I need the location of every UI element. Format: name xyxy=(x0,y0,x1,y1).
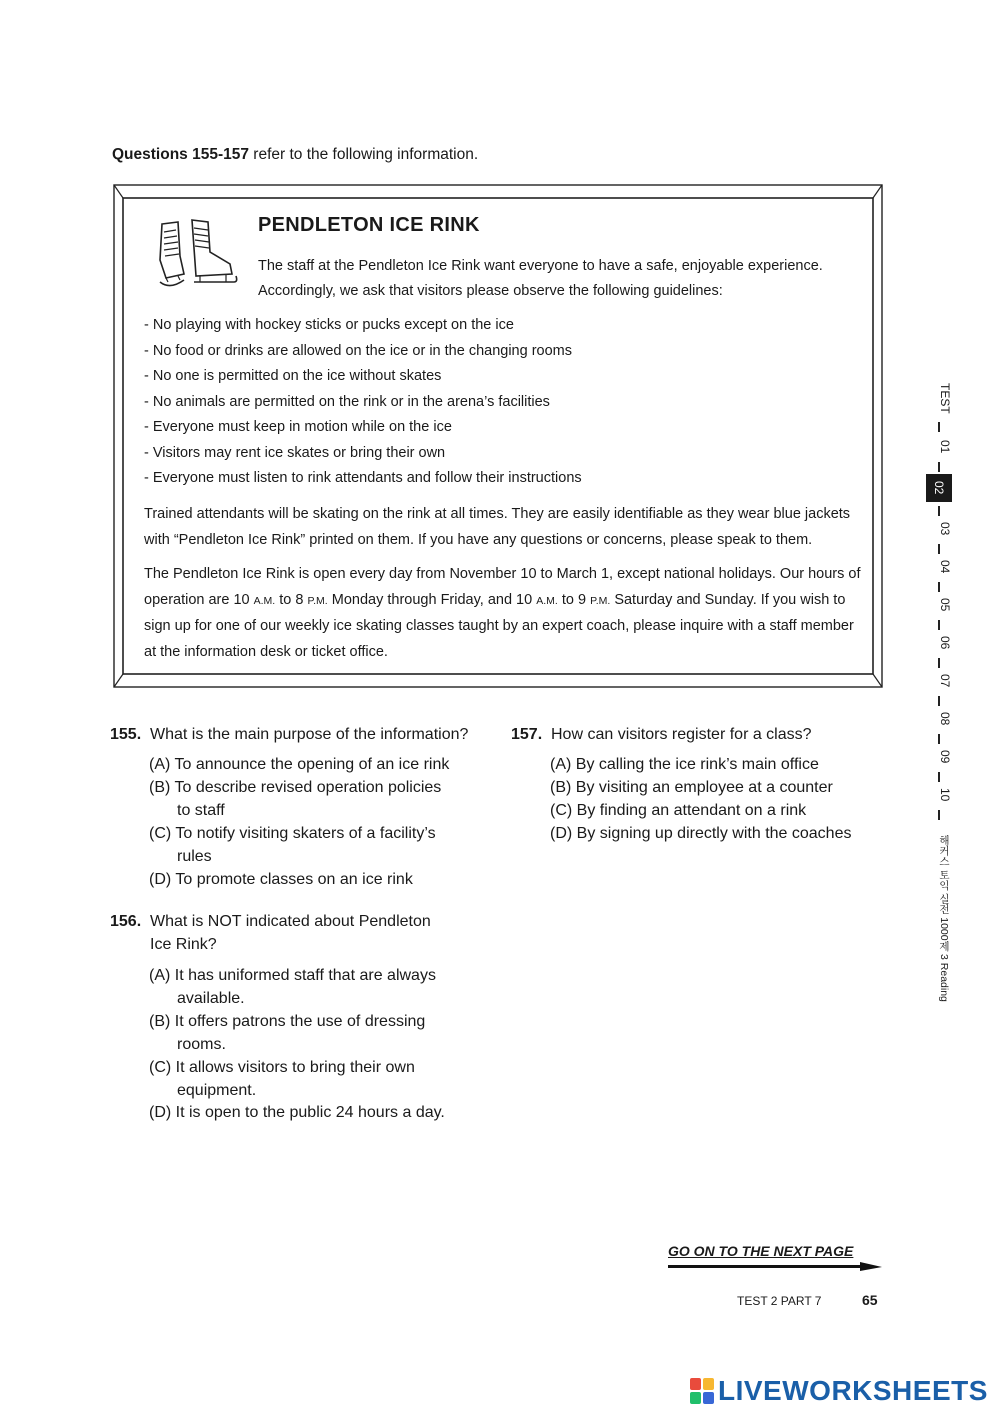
option-text-cont: equipment. xyxy=(177,1082,257,1099)
text-run: operation are 10 xyxy=(144,591,254,608)
logo-blocks-icon xyxy=(690,1378,714,1404)
am-label: A.M. xyxy=(536,594,558,607)
notice-intro-line: Accordingly, we ask that visitors please observe the following guidelines: xyxy=(258,283,723,299)
paragraph-line: sign up for one of our weekly ice skating classes taught by an expert coach, please inquire with a staff member xyxy=(144,618,854,634)
option-text-cont: available. xyxy=(177,990,245,1007)
logo-block xyxy=(703,1392,714,1404)
guidelines-list xyxy=(144,314,582,493)
text-run: to 9 xyxy=(557,591,591,608)
logo-text: LIVEWORKSHEETS xyxy=(718,1375,988,1406)
test-tabs-sidebar xyxy=(926,378,952,1018)
hours-paragraph xyxy=(144,562,864,665)
option-text-cont: to staff xyxy=(177,802,225,819)
guideline-item: - No one is permitted on the ice without skates xyxy=(144,368,442,384)
option-text-cont: rules xyxy=(177,848,212,865)
notice-intro-line: The staff at the Pendleton Ice Rink want everyone to have a safe, enjoyable experience. xyxy=(258,258,823,274)
page-number: 65 xyxy=(862,1292,878,1308)
am-label: A.M. xyxy=(253,594,276,607)
text-run: Monday through Friday, and 10 xyxy=(327,591,537,608)
option-157-d[interactable]: (D) By signing up directly with the coaches xyxy=(550,825,852,842)
notice-title: PENDLETON ICE RINK xyxy=(258,214,480,236)
option-text: (B) To describe revised operation policies xyxy=(149,779,442,796)
guideline-item: - Everyone must keep in motion while on the ice xyxy=(144,419,452,435)
option-text: (C) To notify visiting skaters of a facility’s xyxy=(149,825,436,842)
logo-block xyxy=(690,1392,701,1404)
question-156 xyxy=(110,910,431,956)
option-text-cont: rooms. xyxy=(177,1036,226,1053)
guideline-item: - No food or drinks are allowed on the ice or in the changing rooms xyxy=(144,342,572,359)
option-157-b[interactable]: (B) By visiting an employee at a counter xyxy=(550,779,833,796)
option-156-a[interactable] xyxy=(149,964,436,1010)
arrow-right-icon xyxy=(668,1262,882,1272)
paragraph-line: with “Pendleton Ice Rink” printed on them. If you have any questions or concerns, please speak to them. xyxy=(144,531,813,548)
option-text: (A) It has uniformed staff that are always xyxy=(149,967,436,984)
go-next-page: GO ON TO THE NEXT PAGE xyxy=(668,1243,854,1259)
logo-block xyxy=(690,1378,701,1390)
option-156-c[interactable] xyxy=(149,1056,415,1102)
question-number: 155. xyxy=(110,726,142,743)
test-label: TEST xyxy=(938,382,952,414)
question-text: What is the main purpose of the information? xyxy=(150,726,469,743)
question-number: 157. xyxy=(511,726,543,743)
option-155-d[interactable]: (D) To promote classes on an ice rink xyxy=(149,871,413,888)
ice-skates-icon xyxy=(148,216,240,304)
tab-01[interactable]: 01 xyxy=(938,440,952,454)
option-155-b[interactable] xyxy=(149,776,441,822)
option-155-a[interactable]: (A) To announce the opening of an ice rink xyxy=(149,756,450,773)
tab-03[interactable]: 03 xyxy=(938,522,952,536)
option-155-c[interactable] xyxy=(149,822,436,868)
tab-10[interactable]: 10 xyxy=(938,788,952,802)
option-156-b[interactable] xyxy=(149,1010,425,1056)
logo-block xyxy=(703,1378,714,1390)
tab-09[interactable]: 09 xyxy=(938,750,952,764)
guideline-item: - Everyone must listen to rink attendants and follow their instructions xyxy=(144,470,582,486)
attendants-paragraph xyxy=(144,502,864,553)
pm-label: P.M. xyxy=(307,594,328,607)
question-155 xyxy=(110,723,468,746)
tab-08[interactable]: 08 xyxy=(938,712,952,726)
option-text: (B) It offers patrons the use of dressing xyxy=(149,1013,426,1030)
questions-range: Questions 155-157 xyxy=(112,146,249,163)
question-text: How can visitors register for a class? xyxy=(551,726,812,743)
tab-02[interactable]: 02 xyxy=(926,474,952,502)
question-text-cont: Ice Rink? xyxy=(150,936,217,953)
notice-intro xyxy=(258,254,858,304)
option-157-a[interactable]: (A) By calling the ice rink’s main office xyxy=(550,756,819,773)
tab-07[interactable]: 07 xyxy=(938,674,952,688)
text-run: Saturday and Sunday. If you wish to xyxy=(610,591,846,608)
paragraph-line xyxy=(144,588,864,615)
option-text: (C) It allows visitors to bring their own xyxy=(149,1059,415,1076)
question-157 xyxy=(511,723,812,746)
tab-05[interactable]: 05 xyxy=(938,598,952,612)
tab-04[interactable]: 04 xyxy=(938,560,952,574)
paragraph-line: at the information desk or ticket office. xyxy=(144,643,388,660)
book-title: 해커스 토익 실전 1000제 3 Reading xyxy=(938,834,950,1002)
option-157-c[interactable]: (C) By finding an attendant on a rink xyxy=(550,802,807,819)
guideline-item: - No playing with hockey sticks or pucks except on the ice xyxy=(144,317,514,333)
question-text: What is NOT indicated about Pendleton xyxy=(150,913,431,930)
section-intro xyxy=(112,146,478,164)
pm-label: P.M. xyxy=(590,594,611,607)
guideline-item: - Visitors may rent ice skates or bring their own xyxy=(144,444,446,461)
paragraph-line: Trained attendants will be skating on the rink at all times. They are easily identifiable as they wear blue jackets xyxy=(144,506,851,522)
intro-text: refer to the following information. xyxy=(248,146,479,163)
paragraph-line: The Pendleton Ice Rink is open every day from November 10 to March 1, except national holidays. Our hours of xyxy=(144,566,861,582)
option-156-d[interactable]: (D) It is open to the public 24 hours a day. xyxy=(149,1104,445,1121)
liveworksheets-logo xyxy=(690,1374,988,1408)
footer-test-part: TEST 2 PART 7 xyxy=(737,1294,822,1308)
question-number: 156. xyxy=(110,913,142,930)
text-run: to 8 xyxy=(275,591,308,608)
guideline-item: - No animals are permitted on the rink or in the arena’s facilities xyxy=(144,393,550,410)
tab-06[interactable]: 06 xyxy=(938,636,952,650)
